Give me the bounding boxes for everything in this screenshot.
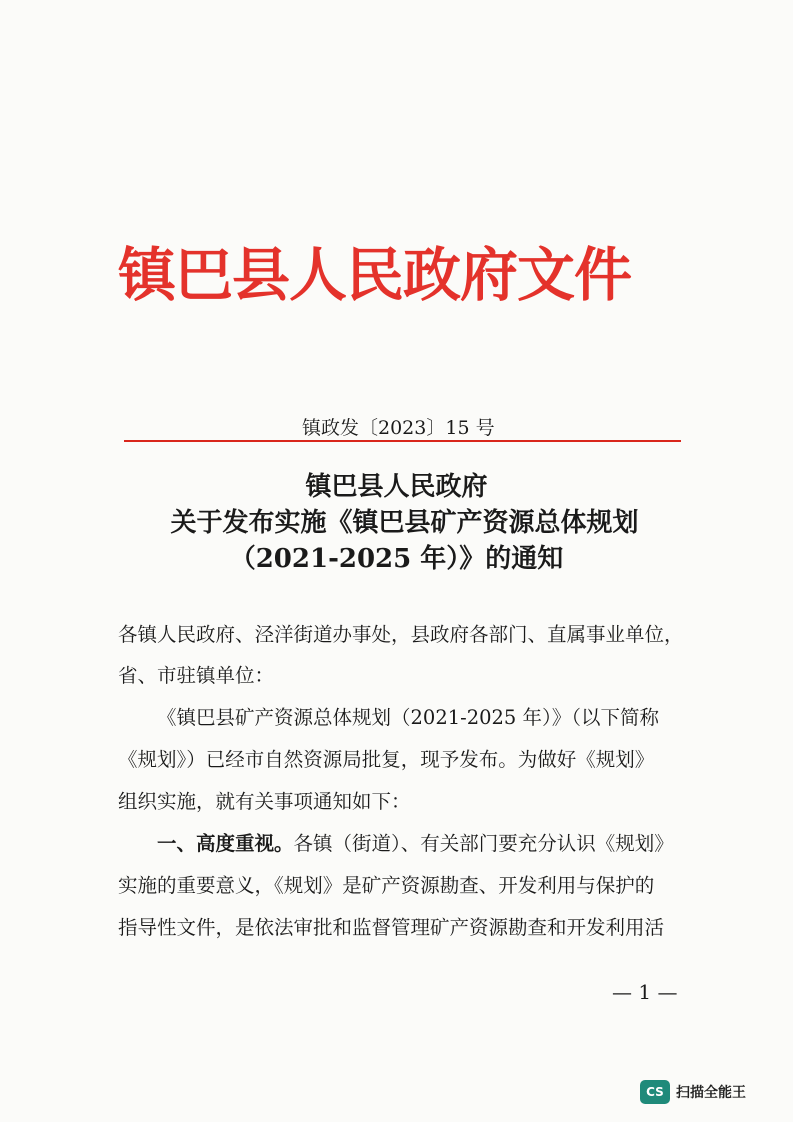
- red-divider-line: [124, 440, 681, 442]
- title-line-3: （2021-2025 年）》的通知: [229, 544, 564, 574]
- addressee-line-1: 各镇人民政府、泾洋街道办事处，县政府各部门、直属事业单位，: [118, 623, 684, 646]
- section-1-heading: 一、高度重视。: [157, 832, 294, 855]
- addressee-line-2: 省、市驻镇单位：: [118, 664, 275, 687]
- scanner-watermark: [640, 1080, 746, 1104]
- document-number: 镇政发〔2023〕15 号: [302, 417, 495, 439]
- paragraph-1-line-2: 《规划》）已经市自然资源局批复，现予发布。为做好《规划》: [118, 748, 655, 771]
- section-1-line-1-text: 各镇（街道）、有关部门要充分认识《规划》: [293, 832, 674, 855]
- title-line-1: 镇巴县人民政府: [305, 472, 488, 502]
- section-1-line-1: [157, 834, 727, 854]
- issuer-banner: 镇巴县人民政府文件: [118, 241, 632, 309]
- section-1-line-2: 实施的重要意义，《规划》是矿产资源勘查、开发利用与保护的: [118, 874, 655, 897]
- section-1-line-3: 指导性文件，是依法审批和监督管理矿产资源勘查和开发利用活: [118, 916, 665, 939]
- paragraph-1-line-1: 《镇巴县矿产资源总体规划（2021-2025 年）》（以下简称: [157, 706, 660, 729]
- page-number: — 1 —: [612, 980, 678, 1004]
- title-line-2: 关于发布实施《镇巴县矿产资源总体规划: [170, 508, 639, 538]
- paragraph-1-line-3: 组织实施，就有关事项通知如下：: [118, 790, 411, 813]
- camscanner-logo-icon: CS: [640, 1080, 670, 1104]
- watermark-app-name: 扫描全能王: [676, 1085, 746, 1101]
